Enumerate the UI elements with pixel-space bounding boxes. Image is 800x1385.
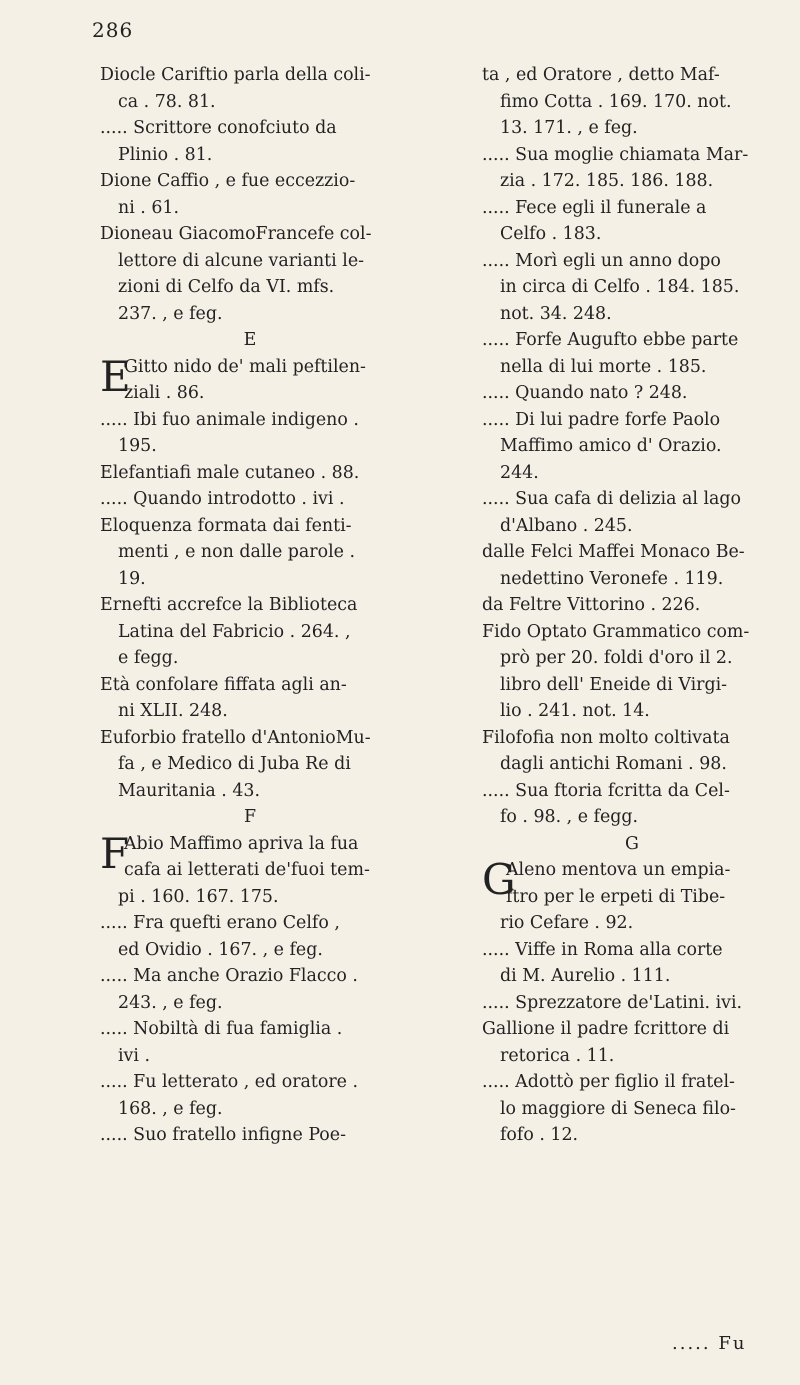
right-column: [482, 62, 782, 1149]
entry-line: ..... Sua moglie chiamata Mar-: [482, 144, 749, 165]
entry-line: retorica . 11.: [500, 1045, 615, 1066]
drop-cap: G: [482, 855, 516, 904]
entry-line: ..... Ma anche Orazio Flacco .: [100, 966, 358, 986]
index-entry: [482, 407, 782, 487]
entry-line: fimo Cotta . 169. 170. not.: [500, 91, 732, 112]
entry-line: 237. , e feg.: [118, 303, 223, 324]
drop-cap: E: [100, 351, 131, 401]
index-entry: [100, 828, 400, 911]
index-entry: [100, 1122, 400, 1149]
entry-line: ..... Sprezzatore de'Latini. ivi.: [482, 992, 743, 1013]
entry-line: ..... Ibi fuo animale indigeno .: [100, 409, 359, 430]
index-entry: [100, 910, 400, 963]
entry-line: Plinio . 81.: [118, 144, 213, 165]
index-entry: [100, 221, 400, 327]
index-entry: [482, 248, 782, 328]
entry-line: ..... Nobiltà di fua famiglia .: [100, 1019, 343, 1039]
index-entry: [482, 1016, 782, 1069]
entries-g: [482, 857, 782, 1149]
section-letter-g: G: [625, 833, 639, 854]
entries-f-continued: [482, 62, 782, 831]
section-letter-e: E: [243, 330, 257, 350]
entry-line: e fegg.: [118, 648, 179, 668]
index-entry: [482, 778, 782, 831]
entry-line: ta , ed Oratore , detto Maf-: [482, 65, 720, 85]
entry-line: da Feltre Vittorino . 226.: [482, 595, 701, 615]
entry-line: Latina del Fabricio . 264. ,: [118, 621, 351, 642]
entry-line: Mauritania . 43.: [118, 780, 260, 801]
entry-line: 195.: [118, 436, 157, 456]
entry-line: Maffimo amico d' Orazio.: [500, 436, 722, 456]
entry-line: 13. 171. , e feg.: [500, 118, 638, 138]
page-number: 286: [92, 18, 134, 42]
entry-line: lio . 241. not. 14.: [500, 701, 650, 721]
index-entry: [482, 539, 782, 592]
entry-line: ..... Morì egli un anno dopo: [482, 250, 721, 271]
entry-line: ..... Suo fratello infigne Poe-: [100, 1125, 346, 1145]
entry-line: ..... Fu letterato , ed oratore .: [100, 1072, 359, 1092]
index-entry: [100, 513, 400, 593]
entry-line: dalle Felci Maffei Monaco Be-: [482, 542, 745, 562]
index-entry: [482, 990, 782, 1017]
section-letter-f: F: [243, 807, 257, 827]
entry-line: lo maggiore di Seneca filo-: [500, 1098, 736, 1119]
left-column: [100, 62, 400, 1149]
entry-line: Eloquenza formata dai fenti-: [100, 515, 352, 536]
entry-line: libro dell' Eneide di Virgi-: [500, 674, 728, 695]
entry-line: pi . 160. 167. 175.: [118, 886, 279, 907]
entry-line: di M. Aurelio . 111.: [500, 966, 671, 986]
entry-line: Aleno mentova un empia-: [506, 860, 731, 880]
entry-line: fa , e Medico di Juba Re di: [118, 754, 351, 774]
index-entry: [482, 62, 782, 142]
entry-line: prò per 20. foldi d'oro il 2.: [500, 648, 733, 668]
entry-line: 168. , e feg.: [118, 1098, 223, 1119]
entry-line: fo . 98. , e fegg.: [500, 807, 639, 827]
index-entry: [100, 486, 400, 513]
catchword: ..... Fu: [672, 1333, 747, 1354]
entry-line: ftro per le erpeti di Tibe-: [506, 886, 726, 907]
entries-d: [100, 62, 400, 327]
index-entry: [482, 195, 782, 248]
entry-line: 19.: [118, 568, 146, 589]
entry-line: ivi .: [118, 1045, 151, 1066]
index-entry: [482, 1069, 782, 1149]
entry-line: ca . 78. 81.: [118, 91, 216, 112]
entry-line: d'Albano . 245.: [500, 515, 633, 536]
entry-line: nella di lui morte . 185.: [500, 356, 707, 377]
entry-line: not. 34. 248.: [500, 303, 612, 324]
entry-line: Diocle Cariftio parla della coli-: [100, 65, 371, 85]
entry-line: Gallione il padre fcrittore di: [482, 1019, 730, 1039]
entry-line: Età confolare fiffata agli an-: [100, 674, 347, 695]
entries-f: [100, 828, 400, 1149]
entry-line: menti , e non dalle parole .: [118, 542, 355, 562]
index-entry: [100, 460, 400, 487]
entry-line: ni XLII. 248.: [118, 701, 228, 721]
index-entry: [100, 963, 400, 1016]
entry-line: ni . 61.: [118, 197, 180, 218]
entry-line: Gitto nido de' mali peftilen-: [124, 356, 366, 377]
entry-line: nedettino Veronefe . 119.: [500, 568, 724, 589]
entry-line: ziali . 86.: [124, 383, 205, 403]
entry-line: ed Ovidio . 167. , e feg.: [118, 939, 323, 960]
index-entry: [482, 857, 782, 937]
index-entry: [100, 725, 400, 805]
entry-line: lettore di alcune varianti le-: [118, 250, 364, 271]
entry-line: ..... Adottò per figlio il fratel-: [482, 1072, 735, 1092]
index-entry: [482, 619, 782, 725]
entry-line: ..... Quando nato ? 248.: [482, 383, 688, 403]
entries-e: [100, 351, 400, 805]
entry-line: cafa ai letterati de'fuoi tem-: [124, 860, 370, 880]
index-entry: [100, 351, 400, 407]
index-entry: [482, 592, 782, 619]
entry-line: 244.: [500, 462, 539, 483]
index-entry: [482, 327, 782, 380]
entry-line: ..... Sua ftoria fcritta da Cel-: [482, 780, 730, 801]
index-entry: [482, 380, 782, 407]
entry-line: Celfo . 183.: [500, 224, 602, 244]
index-entry: [482, 725, 782, 778]
index-entry: [100, 672, 400, 725]
entry-line: ..... Forfe Augufto ebbe parte: [482, 330, 739, 350]
entry-line: Euforbio fratello d'AntonioMu-: [100, 727, 371, 748]
index-entry: [482, 937, 782, 990]
entry-line: fofo . 12.: [500, 1125, 579, 1145]
entry-line: Fido Optato Grammatico com-: [482, 621, 750, 642]
index-entry: [100, 168, 400, 221]
entry-line: ..... Quando introdotto . ivi .: [100, 489, 345, 509]
entry-line: ..... Sua cafa di delizia al lago: [482, 489, 741, 509]
index-entry: [100, 115, 400, 168]
entry-line: ..... Fra quefti erano Celfo ,: [100, 913, 340, 933]
entry-line: ..... Di lui padre forfe Paolo: [482, 409, 721, 430]
entry-line: zioni di Celfo da VI. mfs.: [118, 277, 335, 297]
index-entry: [100, 1069, 400, 1122]
index-entry: [100, 62, 400, 115]
entry-line: zia . 172. 185. 186. 188.: [500, 171, 714, 191]
entry-line: ..... Fece egli il funerale a: [482, 197, 707, 218]
entry-line: rio Cefare . 92.: [500, 913, 634, 933]
index-entry: [482, 142, 782, 195]
entry-line: Dione Caffio , e fue eccezzio-: [100, 171, 356, 191]
index-entry: [100, 1016, 400, 1069]
entry-line: dagli antichi Romani . 98.: [500, 754, 727, 774]
entry-line: Abio Maffimo apriva la fua: [124, 833, 359, 854]
entry-line: ..... Scrittore conofciuto da: [100, 118, 337, 138]
entry-line: ..... Viffe in Roma alla corte: [482, 939, 723, 960]
entry-line: Ernefti accrefce la Biblioteca: [100, 595, 358, 615]
drop-cap: F: [100, 828, 130, 878]
index-entry: [100, 592, 400, 672]
entry-line: in circa di Celfo . 184. 185.: [500, 277, 740, 297]
entry-line: Dioneau GiacomoFrancefe col-: [100, 224, 372, 244]
index-entry: [482, 486, 782, 539]
entry-line: Elefantiafi male cutaneo . 88.: [100, 462, 360, 483]
entry-line: Filofofia non molto coltivata: [482, 727, 730, 748]
entry-line: 243. , e feg.: [118, 992, 223, 1013]
index-entry: [100, 407, 400, 460]
